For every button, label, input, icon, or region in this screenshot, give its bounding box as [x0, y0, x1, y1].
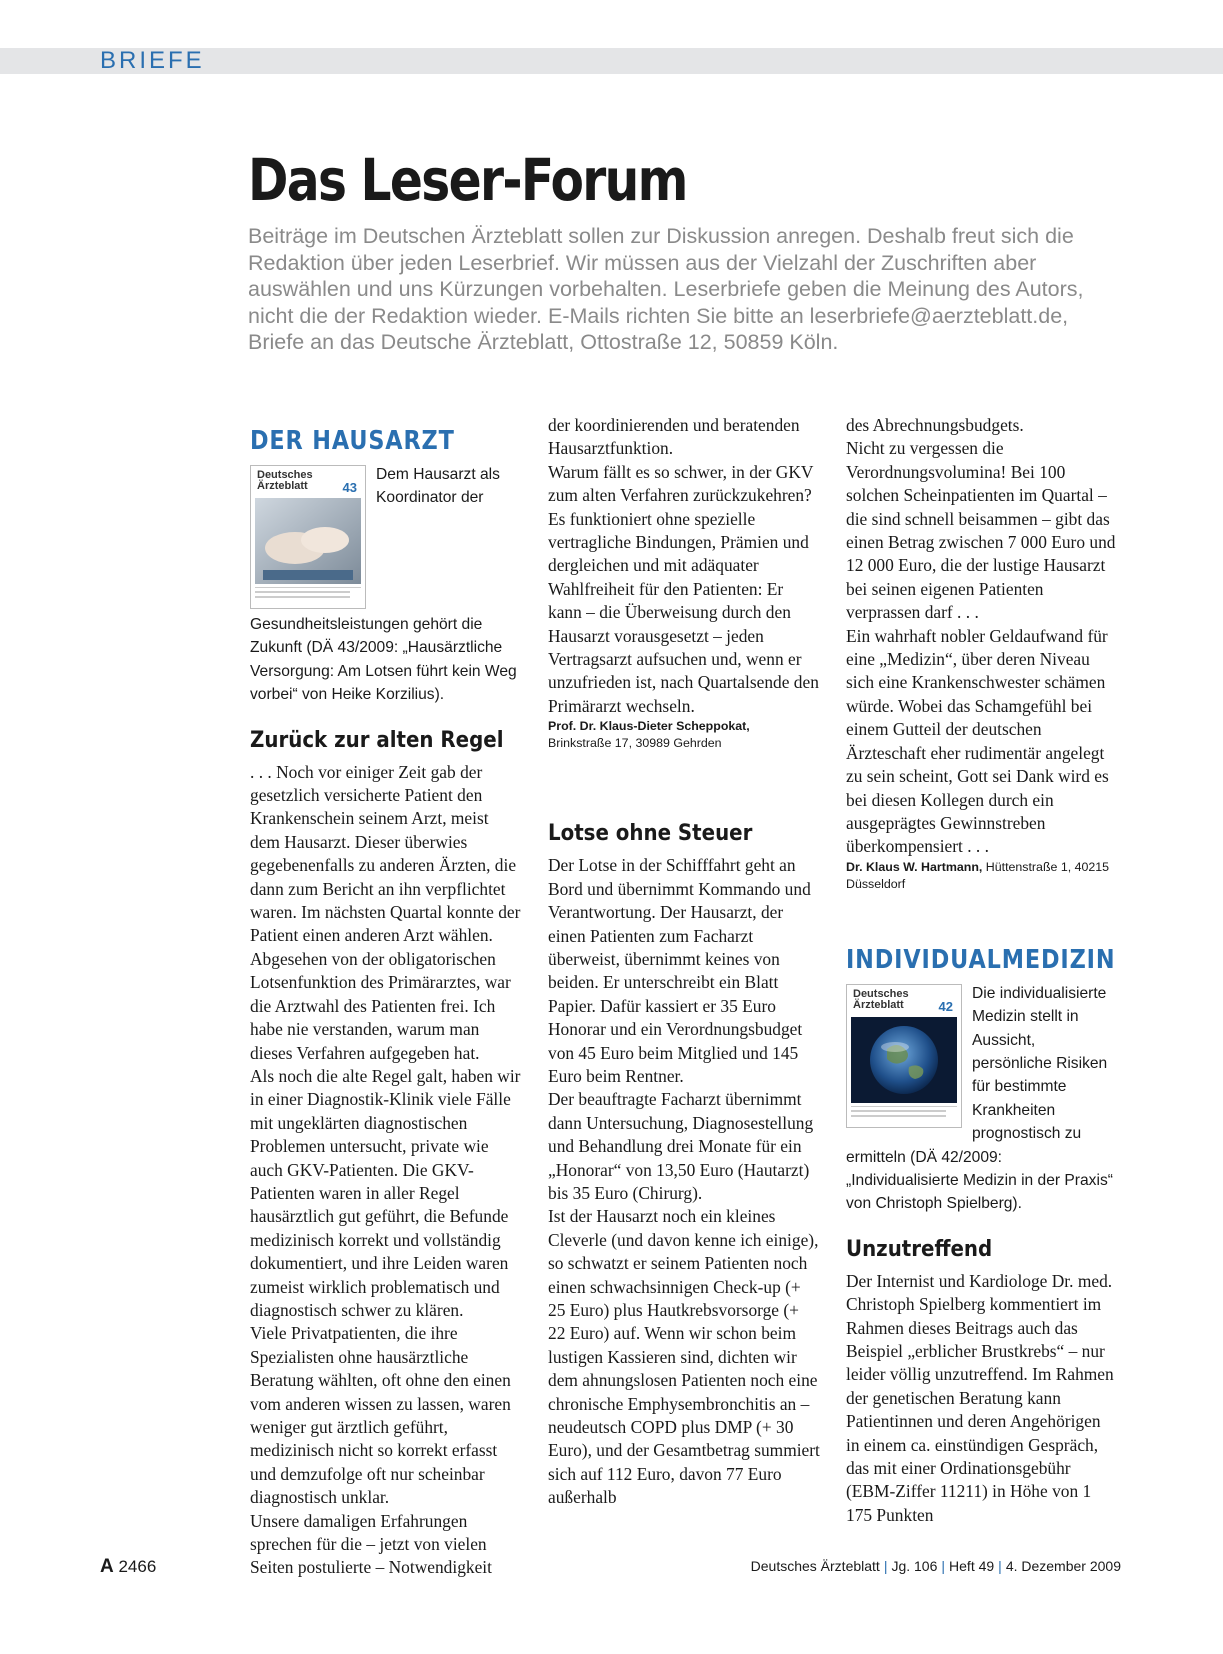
- cover-issue-number: 42: [938, 998, 953, 1014]
- cover-title: Deutsches Ärzteblatt: [853, 987, 909, 1011]
- letter1-paragraph-5: der koordinierenden und beratenden Hausarztfunktion.: [548, 415, 800, 459]
- letter2-paragraph-1: Der Lotse in der Schifffahrt geht an Bord und übernimmt Kommando und Verantwortung. Der Hausarzt, der einen Patienten zum Facharzt überweist, übernimmt keines von beiden. Er unterschreibt ein Blatt Papier. Dafür kassiert er 35 Euro Honorar und ein Verordnungsbudget von 45 Euro beim Mitglied und 145 Euro beim Rentner.: [548, 855, 811, 1086]
- letter2-paragraph-4: des Abrechnungsbudgets.: [846, 415, 1024, 435]
- letter1-paragraph-6: Warum fällt es so schwer, in der GKV zum alten Verfahren zurückzukehren? Es funktioniert ohne spezielle vertragliche Bindungen, Prämien und dergleichen und mit adäquater Wahlfreiheit für den Patienten: Er kann – die Überweisung durch den Hausarzt vorausgesetzt – jeden Vertragsarzt aufsuchen und, wenn er unzufrieden ist, nach Quartalsende den Primärarzt wechseln.: [548, 461, 819, 716]
- reference-block-individualmedizin: [846, 982, 1118, 1216]
- cover-photo-earth: [851, 1017, 957, 1103]
- author-name-1: Prof. Dr. Klaus-Dieter Scheppokat,: [548, 719, 750, 734]
- journal-info: Deutsches Ärzteblatt | Jg. 106 | Heft 49 | 4. Dezember 2009: [750, 1558, 1121, 1574]
- letter1-paragraph-2: Als noch die alte Regel galt, haben wir in einer Diagnostik-Klinik viele Fälle mit ungeklärten diagnostischen Problemen untersucht, private wie auch GKV-Patienten. Die GKV-Patienten waren in aller Regel hausärztlich gut geführt, die Befunde medizinisch korrekt und vollständig dokumentiert, und ihre Leiden waren zumeist wirklich problematisch und diagnostisch schwer zu klären.: [250, 1065, 521, 1320]
- letter-heading-3: Unzutreffend: [846, 1236, 993, 1262]
- author-name-2: Dr. Klaus W. Hartmann,: [846, 859, 983, 874]
- letter2-paragraph-3: Ist der Hausarzt noch ein kleines Cleverle (und davon kenne ich einige), so schwatzt er seinem Patienten noch einen schwachsinnigen Check-up (+ 25 Euro) plus Hautkrebsvorsorge (+ 22 Euro) auf. Wenn wir schon beim lustigen Kassieren sind, dichten wir dem ahnungslosen Patienten noch eine chronische Emphysembronchitis an – neudeutsch COPD plus DMP (+ 30 Euro), und der Gesamtbetrag summiert sich auf 112 Euro, davon 77 Euro außerhalb: [548, 1206, 820, 1508]
- journal-issue: Heft 49: [949, 1558, 995, 1574]
- letter2-paragraph-5: Nicht zu vergessen die Verordnungsvolumina! Bei 100 solchen Scheinpatienten im Quartal – die sind schnell beisammen – gibt das einen Betrag zwischen 7 000 Euro und 12 000 Euro, die der lustige Hausarzt bei seinen eigenen Patienten verprassen darf . . .: [846, 438, 1116, 623]
- journal-date: 4. Dezember 2009: [1005, 1558, 1121, 1574]
- author-address-2: Hüttenstraße 1, 40215 Düsseldorf: [846, 859, 1110, 891]
- letter1-author: [548, 718, 820, 752]
- journal-volume: Jg. 106: [891, 1558, 938, 1574]
- column-3: [846, 414, 1118, 1527]
- page-number: [100, 1556, 156, 1578]
- reference-text-individualmedizin: Die individualisierte Medizin stellt in Aussicht, persönliche Risiken für bestimmte Krankheiten prognostisch zu ermitteln (DÄ 42/2009: „Individualisierte Medizin in der Praxis“ von Christoph Spielberg).: [846, 984, 1113, 1213]
- author-address-1: Brinkstraße 17, 30989 Gehrden: [548, 736, 722, 751]
- letter1-paragraph-4: Unsere damaligen Erfahrungen sprechen für die – jetzt von vielen Seiten postulierte – Notwendigkeit: [250, 1510, 492, 1578]
- intro-text: Beiträge im Deutschen Ärzteblatt sollen zur Diskussion anregen. Deshalb freut sich die Redaktion über jeden Leserbrief. Wir müssen aus der Vielzahl der Zuschriften aber auswählen und uns Kürzungen vorbehalten. Leserbriefe geben die Meinung des Autors, nicht die der Redaktion wieder. E-Mails richten Sie bitte an leserbriefe@aerzteblatt.de, Briefe an das Deutsche Ärzteblatt, Ottostraße 12, 50859 Köln.: [248, 224, 1084, 354]
- letter-heading-2: Lotse ohne Steuer: [548, 821, 753, 847]
- topic-heading-hausarzt: DER HAUSARZT: [250, 426, 455, 456]
- cover-photo-hands: [255, 498, 361, 584]
- reference-block-hausarzt: [250, 463, 522, 707]
- journal-name: Deutsches Ärzteblatt: [750, 1558, 880, 1574]
- letter2-author: [846, 859, 1118, 893]
- section-label: BRIEFE: [100, 47, 205, 74]
- cover-issue-number: 43: [342, 480, 357, 495]
- page-number-value: 2466: [118, 1557, 157, 1576]
- letter2-paragraph-2: Der beauftragte Facharzt übernimmt dann Untersuchung, Diagnosestellung und Behandlung drei Monate für ein „Honorar“ von 13,50 Euro (Hautarzt) bis 35 Euro (Chirurg).: [548, 1089, 814, 1203]
- reference-text-hausarzt: Dem Hausarzt als Koordinator der Gesundheitsleistungen gehört die Zukunft (DÄ 43/2009: „Hausärztliche Versorgung: Am Lotsen führt kein Weg vorbei“ von Heike Korzilius).: [250, 466, 517, 704]
- topic-heading-individualmedizin: INDIVIDUALMEDIZIN: [846, 944, 1116, 975]
- magazine-cover-thumbnail: [250, 465, 366, 609]
- cover-footer-lines: [255, 587, 361, 602]
- letter3-paragraph-1: Der Internist und Kardiologe Dr. med. Christoph Spielberg kommentiert im Rahmen dieses Beitrags auch das Beispiel „erblicher Brustkrebs“ – nur leider völlig unzutreffend. Im Rahmen der genetischen Beratung kann Patientinnen und deren Angehörigen in einem ca. einstündigen Gespräch, das mit einer Ordinationsgebühr (EBM-Ziffer 11211) in Höhe von 1 175 Punkten: [846, 1270, 1114, 1525]
- cover-title: Deutsches Ärzteblatt: [257, 469, 313, 492]
- page-prefix: A: [100, 1556, 114, 1577]
- letter1-paragraph-1: . . . Noch vor einiger Zeit gab der gesetzlich versicherte Patient den Krankenschein seinem Arzt, meist dem Hausarzt. Dieser überwies gegebenenfalls zu anderen Ärzten, die dann zum Bericht an ihn verpflichtet waren. Im nächsten Quartal konnte der Patient einen anderen Arzt wählen. Abgesehen von der obligatorischen Lotsenfunktion des Primärarztes, war die Arztwahl des Patienten frei. Ich habe nie verstanden, warum man dieses Verfahren aufgegeben hat.: [250, 761, 521, 1063]
- letter-heading-1: Zurück zur alten Regel: [250, 727, 504, 753]
- page-title: Das Leser-Forum: [248, 146, 687, 214]
- column-2: [548, 414, 820, 1510]
- column-1: [250, 426, 522, 1580]
- letter2-paragraph-6: Ein wahrhaft nobler Geldaufwand für eine „Medizin“, über deren Niveau sich eine Krankenschwester schämen würde. Wobei das Schamgefühl bei einem Gutteil der deutschen Ärzteschaft eher rudimentär angelegt zu sein scheint, Gott sei Dank wird es bei diesen Kollegen durch ein ausgeprägtes Gewinnstreben überkompensiert . . .: [846, 625, 1109, 857]
- cover-footer-lines: [851, 1106, 957, 1121]
- magazine-cover-thumbnail: [846, 984, 962, 1128]
- letter1-paragraph-3: Viele Privatpatienten, die ihre Spezialisten ohne hausärztliche Beratung wählten, oft ohne den einen vom anderen wissen zu lassen, waren weniger gut ärztlich geführt, medizinisch nicht so korrekt erfasst und demzufolge oft nur scheinbar diagnostisch unklar.: [250, 1323, 511, 1508]
